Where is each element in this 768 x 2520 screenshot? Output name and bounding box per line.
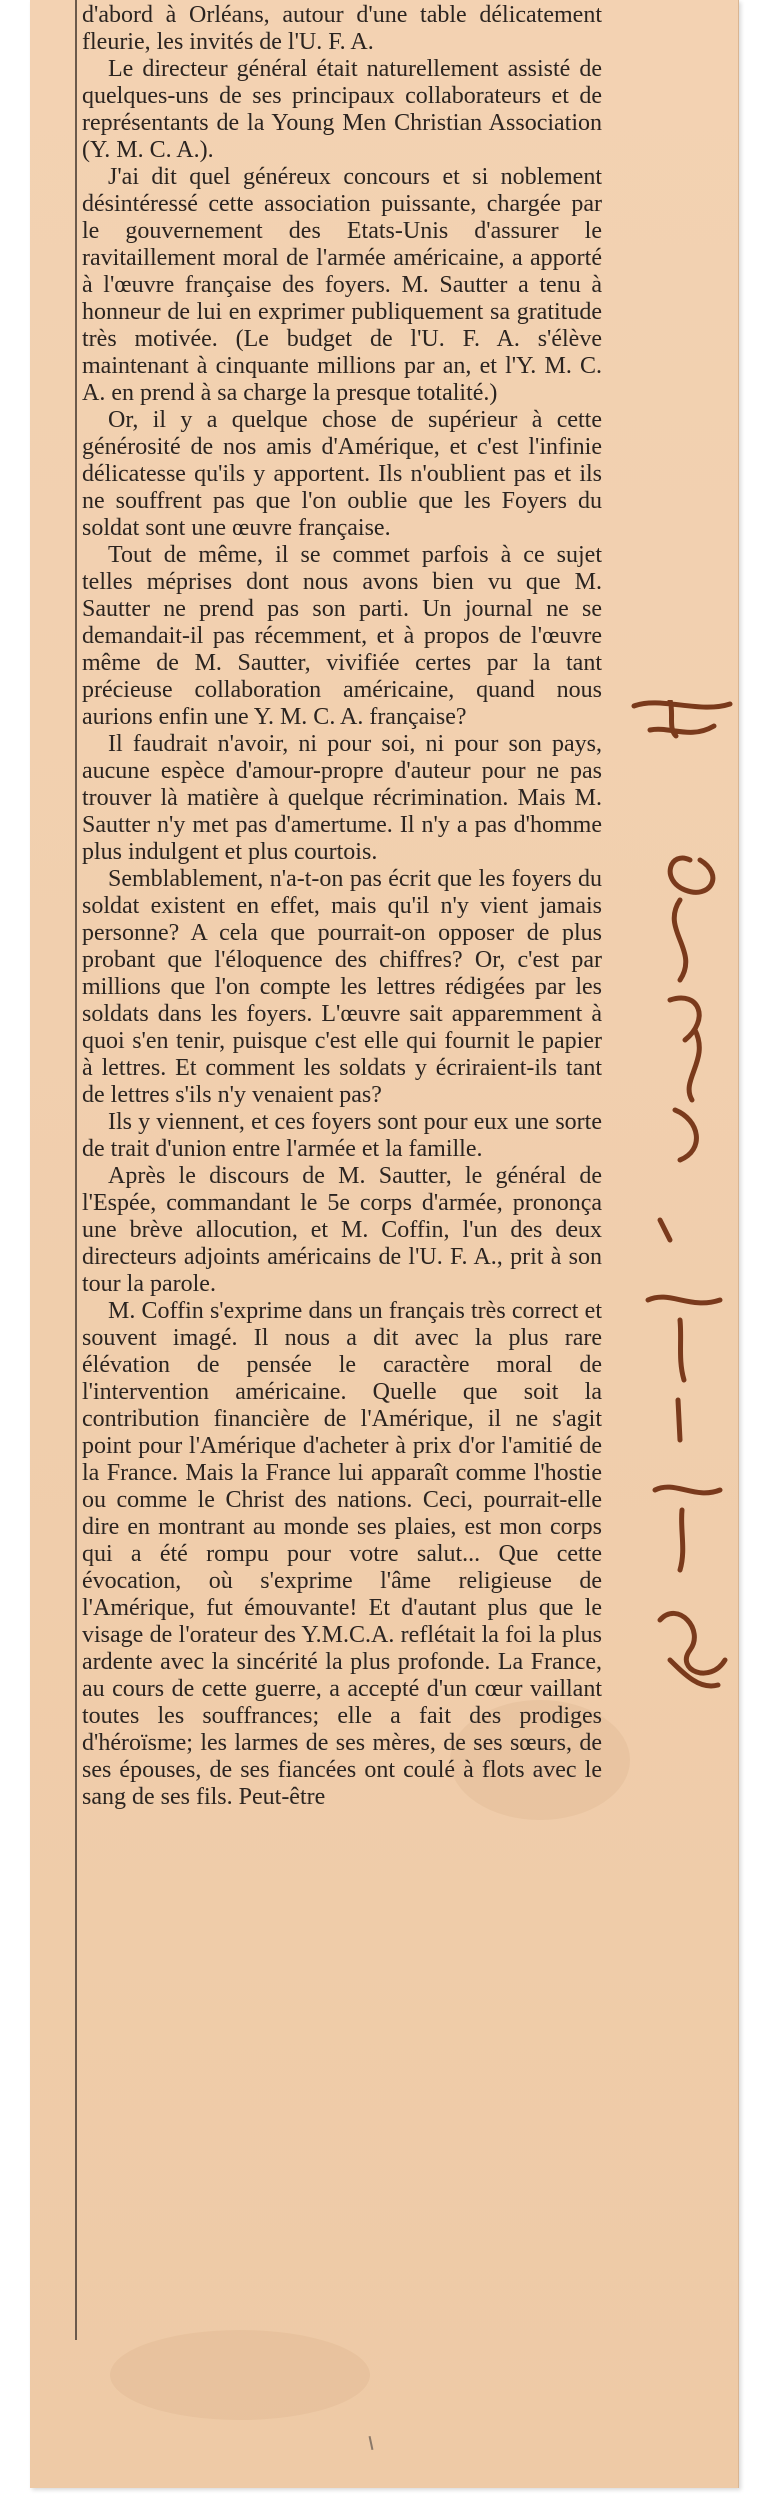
article-paragraph: J'ai dit quel généreux concours et si noblement désintéressé cette association puissante, chargée par le gouvernement des Etats-Unis d'assurer le ravitaillement moral de l'armée américaine, a apporté à l'œuvre française des foyers. M. Sautter a tenu à honneur de lui en exprimer publiquement sa gratitude très motivée. (Le budget de l'U. F. A. s'élève maintenant à cinquante millions par an, et l'Y. M. C. A. en prend à sa charge la presque totalité.) — [82, 164, 602, 406]
article-paragraph: Il faudrait n'avoir, ni pour soi, ni pour son pays, aucune espèce d'amour-propre d'auteur pour ne pas trouver là matière à quelque récrimination. Mais M. Sautter n'y met pas d'amertume. Il n'y a pas d'homme plus indulgent et plus courtois. — [82, 731, 602, 865]
article-paragraph: d'abord à Orléans, autour d'une table délicatement fleurie, les invités de l'U. F. A. — [82, 2, 602, 55]
handwriting-sketch-icon — [630, 700, 740, 1700]
article-paragraph: Le directeur général était naturellement assisté de quelques-uns de ses principaux collaborateurs et de représentants de la Young Men Christian Association (Y. M. C. A.). — [82, 56, 602, 163]
article-paragraph: Semblablement, n'a-t-on pas écrit que les foyers du soldat existent en effet, mais qu'il n'y vient jamais personne? A cela que pourrait-on opposer de plus probant que l'éloquence des chiffres? Or, c'est par millions que l'on compte les lettres rédigées par les soldats dans les foyers. L'œuvre sait apparemment à quoi s'en tenir, puisque c'est elle qui fournit le papier à lettres. Et comment les soldats y écriraient-ils tant de lettres s'ils n'y venaient pas? — [82, 866, 602, 1108]
article-column — [82, 2, 602, 1811]
article-paragraph: M. Coffin s'exprime dans un français très correct et souvent imagé. Il nous a dit avec la plus rare élévation de pensée le caractère moral de l'intervention américaine. Quelle que soit la contribution financière de l'Amérique, il ne s'agit point pour l'Amérique d'acheter à prix d'or l'amitié de la France. Mais la France lui apparaît comme l'hostie ou comme le Christ des nations. Ceci, pourrait-elle dire en montrant au monde ses plaies, est mon corps qui a été rompu pour votre salut... Que cette évocation, où s'exprime l'âme religieuse de l'Amérique, fut émouvante! Et d'autant plus que le visage de l'orateur des Y.M.C.A. reflétait la foi la plus ardente avec la sincérité la plus profonde. La France, au cours de cette guerre, a accepté d'un cœur vaillant toutes les souffrances; elle a fait des prodiges d'héroïsme; les larmes de ses mères, de ses sœurs, de ses épouses, de ses fiancées ont coulé à flots avec le sang de ses fils. Peut-être — [82, 1298, 602, 1810]
handwritten-annotation — [630, 700, 740, 1700]
newspaper-clipping — [30, 0, 739, 2488]
paper-stain — [110, 2330, 370, 2420]
paper-mark — [369, 2436, 374, 2450]
column-rule — [75, 0, 77, 2340]
article-paragraph: Or, il y a quelque chose de supérieur à cette générosité de nos amis d'Amérique, et c'est l'infinie délicatesse qu'ils y apportent. Ils n'oublient pas et ils ne souffrent pas que l'on oublie que les Foyers du soldat sont une œuvre française. — [82, 407, 602, 541]
article-paragraph: Après le discours de M. Sautter, le général de l'Espée, commandant le 5e corps d'armée, prononça une brève allocution, et M. Coffin, l'un des deux directeurs adjoints américains de l'U. F. A., prit à son tour la parole. — [82, 1163, 602, 1297]
article-paragraph: Tout de même, il se commet parfois à ce sujet telles méprises dont nous avons bien vu que M. Sautter ne prend pas son parti. Un journal ne se demandait-il pas récemment, et à propos de l'œuvre même de M. Sautter, vivifiée certes par la tant précieuse collaboration américaine, quand nous aurions enfin une Y. M. C. A. française? — [82, 542, 602, 730]
article-paragraph: Ils y viennent, et ces foyers sont pour eux une sorte de trait d'union entre l'armée et la famille. — [82, 1109, 602, 1162]
